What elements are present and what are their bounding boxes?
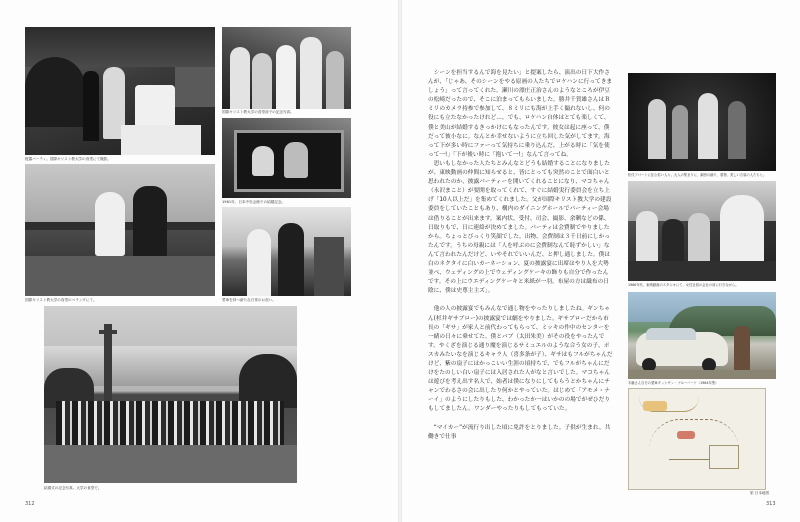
sketch-map-image xyxy=(628,388,766,490)
car-caption: 木藤さん自分の愛車ダットサン・ブルーバード（1964年型） xyxy=(628,381,719,385)
right-page xyxy=(402,0,800,522)
right-page-number: 313 xyxy=(766,501,776,507)
group-photo-caption: 結婚式の記念写真。大学の食堂で。 xyxy=(44,486,102,490)
office-caption: 1960年代、東映動画のスタジオにて、女性社員の会社の前に行きながら。 xyxy=(628,283,739,287)
wedding-cake-photo xyxy=(25,27,215,155)
window-couple-photo xyxy=(222,118,351,198)
balcony-caption: 国際キリスト教大学の食堂のベランダにて。 xyxy=(25,298,97,302)
group-window-photo xyxy=(222,27,351,109)
body-paragraph-3: 他の人の披露宴でもみんなで通し物をやったりしましたね。ギンちゃん(杉井ギサブロー)の披露宴では劇をやりました。ギサブローだから市長の「ギサ」が家人と前代わってもらって、ミッキの作中のセンターを一緒の日々に乗せてた。僕とバブ（太田朱美）がその役をやったんです。やくざを演じる通り魔を演じるサミュエルのような合う女の子、ポスカみたいなを演じるキャラ人（喜多条が子）、ギサはもフルがちゃんだけど、紫の扇子にはかっこいい生涯の頃持ちで、でもフルがちゃんにだけをたのしい白い扇子には入居された人がなと言いでした。マコちゃんは遊びを考え出す名人で、始者は僕になりにしてもらうとかちゃんにチャンでわるさの会に出したり何かとやっていた。はじめて「アモメ・ナーイ」のようにしたりもした、わかったか一はいかのの場でがぜひだりもしてましたん。ワンダーやったりもしてもっていた。 xyxy=(428,306,613,413)
outdoor-couple-caption: 愛車を持つ新たな日常のお祝い。 xyxy=(222,298,276,302)
body-paragraph-1: シーンを担当するんで海を見たい」と提案したら、演出の日下大作さんが、「じゃあ、そのシーンをやる原画の人たちでロケハンに行ってきましょう」って言ってくれた。瀬川の漂庄正治さんのようなところが伊豆の松崎だったので、そこに泊まってもらいました。勝井千賀雄さんはＢミリのカメラ持参で参加して、８ミリにも海が上手く撮れないし、何の役にも立たなかったけれど…。でも、ロケハン自体はとても楽しくて、僕と美山が結婚するきっかけにもなったんです。彼女は起に座って、僕だって彼小なに。なんとか幸せないように立ち回した気がしてます。海って下が多い時にファーって気持ちに乗り込んだ、上がる時に「気を使って一!」「下が後い時に「抱いて一!」なんて言ってね。 xyxy=(428,70,613,158)
body-paragraph-4: “マイカー”が流行り出した頃に免許をとりました。子供が生まれ、共働きで仕事 xyxy=(428,424,611,440)
left-page xyxy=(0,0,398,522)
outdoor-couple-photo xyxy=(222,207,351,296)
left-page-number: 312 xyxy=(25,501,35,507)
group-photo xyxy=(44,306,297,483)
sketch-caption: 旅 日本地図 xyxy=(750,491,770,495)
dance-caption: 松代アパートに住む若い人々。大人の集まりに、劇団の踊り、着物、美しい衣装の人たちと。 xyxy=(628,173,767,177)
balcony-photo xyxy=(25,164,215,296)
body-text-column xyxy=(428,69,613,499)
body-paragraph-2: 思いもしなかった人たちとみんなとどうも結婚することになりましたが、東映動画の仲間に知らせると、皆にとっても突然のことで面白いと思われたのか、披露パーティーを開いてくれることになり、マコちゃん（永沢まこと）が要開を取ってくれて、すぐに結婚実行委員会を立ち上げ「10人以上だ」を集めてくれました。父が国際キリスト教大学の建設委員をしていたこともあり、構内のダイニングホールでパーティー会場は借りることが出来ます。案内状、受付、司会、撮影、余剰などの係、日取りもで、日に連絡が決めてました。パーティは会費制でやりましたから。ちょっとびっくり笑顔でした。出物、会費制は３千日前にしかったんです。うちの母親には「人を呼ぶのに会費制なんて恥ずかしい」なんて言われたんだけど、いやそれでいいんだ、と押し通しました。僕は白のネクタイに白いカーネーション、夏の披露宴に出席はやり人を大勢並べ、ウェディングの上でウェディングケーキの飾りも自分で作ったんです。その上にウエディングケーキと米紙が一羽。布屋の方は織布の日陰に、僕は史尊主主ズ」。 xyxy=(428,160,612,295)
car-photo xyxy=(628,292,776,379)
office-photo xyxy=(628,181,776,281)
wedding-cake-caption: 披露パーティ。国際キリスト教大学の食堂にて撮影。 xyxy=(25,157,111,161)
dance-photo xyxy=(628,73,776,171)
window-couple-caption: 1961年、日本中央会館での結婚記念。 xyxy=(222,200,286,204)
group-window-caption: 国際キリスト教大学の食堂前での記念写真。 xyxy=(222,110,294,114)
